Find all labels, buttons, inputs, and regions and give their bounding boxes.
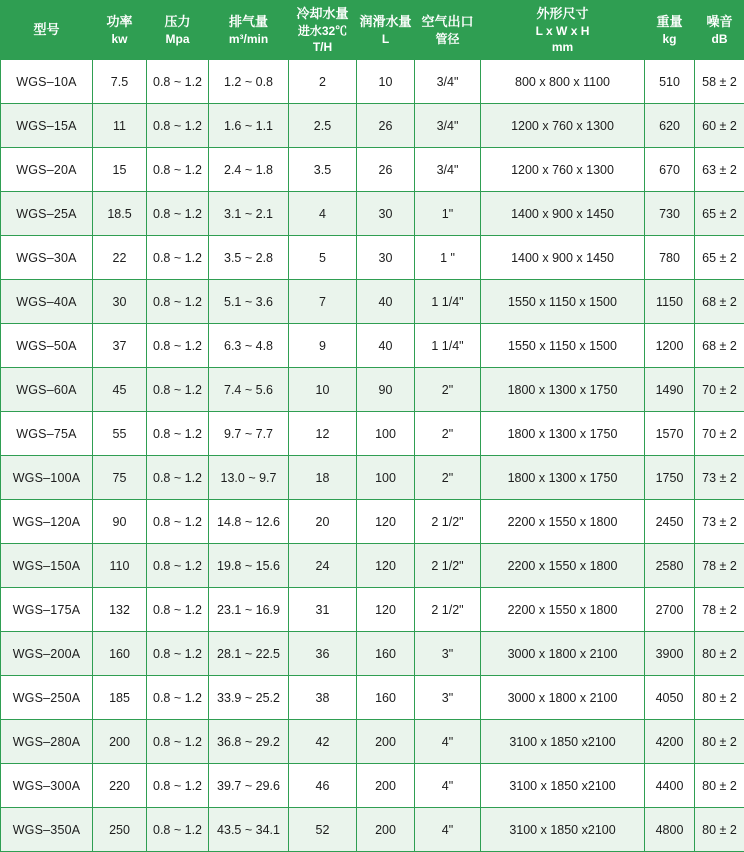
column-header-cooling-water [289, 1, 357, 60]
cell-dimensions: 1200 x 760 x 1300 [481, 148, 645, 192]
cell-dimensions: 2200 x 1550 x 1800 [481, 544, 645, 588]
cell-lubrication-water: 30 [357, 236, 415, 280]
cell-model: WGS–25A [1, 192, 93, 236]
cell-cooling-water: 5 [289, 236, 357, 280]
cell-air-flow: 33.9 ~ 25.2 [209, 676, 289, 720]
cell-power: 45 [93, 368, 147, 412]
cell-noise: 73 ± 2 [695, 456, 744, 500]
cell-weight: 1750 [645, 456, 695, 500]
column-header-noise-label: 噪音 [706, 14, 732, 29]
column-header-air-flow-label: 排气量 [229, 14, 268, 29]
cell-dimensions: 3100 x 1850 x2100 [481, 764, 645, 808]
cell-power: 22 [93, 236, 147, 280]
cell-noise: 80 ± 2 [695, 808, 744, 852]
column-header-pressure [147, 1, 209, 60]
cell-model: WGS–30A [1, 236, 93, 280]
cell-weight: 1200 [645, 324, 695, 368]
table-row [1, 500, 744, 544]
cell-power: 30 [93, 280, 147, 324]
table-row [1, 280, 744, 324]
cell-lubrication-water: 26 [357, 148, 415, 192]
cell-pressure: 0.8 ~ 1.2 [147, 192, 209, 236]
column-header-pressure-label: 压力 [164, 14, 190, 29]
cell-air-outlet: 4" [415, 764, 481, 808]
cell-pressure: 0.8 ~ 1.2 [147, 588, 209, 632]
cell-pressure: 0.8 ~ 1.2 [147, 324, 209, 368]
cell-pressure: 0.8 ~ 1.2 [147, 456, 209, 500]
cell-noise: 60 ± 2 [695, 104, 744, 148]
cell-pressure: 0.8 ~ 1.2 [147, 544, 209, 588]
cell-cooling-water: 9 [289, 324, 357, 368]
cell-air-flow: 1.2 ~ 0.8 [209, 60, 289, 104]
table-row [1, 764, 744, 808]
cell-lubrication-water: 10 [357, 60, 415, 104]
cell-air-outlet: 3" [415, 676, 481, 720]
cell-model: WGS–10A [1, 60, 93, 104]
cell-lubrication-water: 160 [357, 676, 415, 720]
cell-pressure: 0.8 ~ 1.2 [147, 60, 209, 104]
cell-air-outlet: 2 1/2" [415, 500, 481, 544]
cell-air-flow: 1.6 ~ 1.1 [209, 104, 289, 148]
cell-cooling-water: 46 [289, 764, 357, 808]
column-header-dimensions [481, 1, 645, 60]
column-header-air-outlet-sub: 管径 [417, 31, 478, 47]
cell-noise: 65 ± 2 [695, 192, 744, 236]
column-header-dimensions-sub1: L x W x H [483, 23, 642, 39]
cell-air-outlet: 1" [415, 192, 481, 236]
cell-lubrication-water: 26 [357, 104, 415, 148]
cell-dimensions: 3000 x 1800 x 2100 [481, 676, 645, 720]
cell-air-flow: 6.3 ~ 4.8 [209, 324, 289, 368]
cell-pressure: 0.8 ~ 1.2 [147, 500, 209, 544]
cell-model: WGS–280A [1, 720, 93, 764]
column-header-air-flow [209, 1, 289, 60]
cell-power: 15 [93, 148, 147, 192]
cell-weight: 4800 [645, 808, 695, 852]
cell-air-flow: 7.4 ~ 5.6 [209, 368, 289, 412]
cell-power: 110 [93, 544, 147, 588]
cell-dimensions: 2200 x 1550 x 1800 [481, 500, 645, 544]
cell-lubrication-water: 90 [357, 368, 415, 412]
cell-dimensions: 1400 x 900 x 1450 [481, 236, 645, 280]
column-header-power-label: 功率 [106, 14, 132, 29]
table-row [1, 236, 744, 280]
cell-dimensions: 1550 x 1150 x 1500 [481, 280, 645, 324]
cell-model: WGS–120A [1, 500, 93, 544]
cell-pressure: 0.8 ~ 1.2 [147, 104, 209, 148]
cell-air-flow: 2.4 ~ 1.8 [209, 148, 289, 192]
column-header-dimensions-label: 外形尺寸 [536, 6, 588, 21]
cell-model: WGS–300A [1, 764, 93, 808]
cell-cooling-water: 7 [289, 280, 357, 324]
cell-pressure: 0.8 ~ 1.2 [147, 368, 209, 412]
cell-air-outlet: 2" [415, 412, 481, 456]
cell-air-outlet: 4" [415, 808, 481, 852]
cell-lubrication-water: 200 [357, 764, 415, 808]
cell-lubrication-water: 160 [357, 632, 415, 676]
cell-noise: 68 ± 2 [695, 324, 744, 368]
cell-air-flow: 19.8 ~ 15.6 [209, 544, 289, 588]
cell-pressure: 0.8 ~ 1.2 [147, 148, 209, 192]
cell-power: 200 [93, 720, 147, 764]
cell-pressure: 0.8 ~ 1.2 [147, 236, 209, 280]
cell-noise: 70 ± 2 [695, 368, 744, 412]
cell-cooling-water: 24 [289, 544, 357, 588]
column-header-weight-unit: kg [647, 31, 692, 47]
cell-power: 75 [93, 456, 147, 500]
cell-lubrication-water: 30 [357, 192, 415, 236]
cell-noise: 80 ± 2 [695, 676, 744, 720]
cell-noise: 78 ± 2 [695, 588, 744, 632]
table-row [1, 632, 744, 676]
cell-power: 185 [93, 676, 147, 720]
cell-model: WGS–100A [1, 456, 93, 500]
cell-weight: 2450 [645, 500, 695, 544]
cell-weight: 2580 [645, 544, 695, 588]
cell-power: 7.5 [93, 60, 147, 104]
cell-cooling-water: 36 [289, 632, 357, 676]
cell-air-flow: 43.5 ~ 34.1 [209, 808, 289, 852]
cell-power: 90 [93, 500, 147, 544]
column-header-noise-unit: dB [697, 31, 742, 47]
cell-lubrication-water: 200 [357, 720, 415, 764]
cell-cooling-water: 42 [289, 720, 357, 764]
cell-model: WGS–350A [1, 808, 93, 852]
cell-cooling-water: 18 [289, 456, 357, 500]
cell-cooling-water: 4 [289, 192, 357, 236]
cell-lubrication-water: 100 [357, 456, 415, 500]
cell-lubrication-water: 120 [357, 544, 415, 588]
cell-pressure: 0.8 ~ 1.2 [147, 676, 209, 720]
table-row [1, 720, 744, 764]
cell-noise: 65 ± 2 [695, 236, 744, 280]
cell-lubrication-water: 120 [357, 588, 415, 632]
cell-pressure: 0.8 ~ 1.2 [147, 808, 209, 852]
cell-power: 220 [93, 764, 147, 808]
table-row [1, 544, 744, 588]
table-row [1, 808, 744, 852]
cell-lubrication-water: 40 [357, 324, 415, 368]
cell-weight: 1490 [645, 368, 695, 412]
cell-weight: 1150 [645, 280, 695, 324]
column-header-air-outlet-label: 空气出口 [421, 14, 473, 29]
cell-air-outlet: 1 " [415, 236, 481, 280]
cell-weight: 4400 [645, 764, 695, 808]
cell-model: WGS–60A [1, 368, 93, 412]
cell-air-flow: 5.1 ~ 3.6 [209, 280, 289, 324]
column-header-weight-label: 重量 [656, 14, 682, 29]
table-row [1, 60, 744, 104]
cell-noise: 70 ± 2 [695, 412, 744, 456]
cell-pressure: 0.8 ~ 1.2 [147, 280, 209, 324]
cell-noise: 58 ± 2 [695, 60, 744, 104]
cell-pressure: 0.8 ~ 1.2 [147, 412, 209, 456]
cell-air-outlet: 2 1/2" [415, 544, 481, 588]
cell-model: WGS–250A [1, 676, 93, 720]
cell-power: 160 [93, 632, 147, 676]
cell-pressure: 0.8 ~ 1.2 [147, 632, 209, 676]
cell-air-outlet: 2" [415, 456, 481, 500]
column-header-air-flow-unit: m³/min [211, 31, 286, 47]
cell-noise: 68 ± 2 [695, 280, 744, 324]
cell-dimensions: 3100 x 1850 x2100 [481, 808, 645, 852]
cell-dimensions: 2200 x 1550 x 1800 [481, 588, 645, 632]
cell-dimensions: 1200 x 760 x 1300 [481, 104, 645, 148]
table-row [1, 368, 744, 412]
cell-air-flow: 28.1 ~ 22.5 [209, 632, 289, 676]
cell-power: 55 [93, 412, 147, 456]
cell-noise: 80 ± 2 [695, 764, 744, 808]
cell-weight: 510 [645, 60, 695, 104]
table-row [1, 192, 744, 236]
cell-air-flow: 9.7 ~ 7.7 [209, 412, 289, 456]
cell-air-outlet: 3/4" [415, 60, 481, 104]
cell-model: WGS–175A [1, 588, 93, 632]
column-header-weight [645, 1, 695, 60]
cell-dimensions: 3000 x 1800 x 2100 [481, 632, 645, 676]
cell-air-outlet: 3/4" [415, 104, 481, 148]
header-row [1, 1, 744, 60]
cell-lubrication-water: 40 [357, 280, 415, 324]
cell-cooling-water: 3.5 [289, 148, 357, 192]
table-row [1, 104, 744, 148]
cell-noise: 73 ± 2 [695, 500, 744, 544]
column-header-dimensions-sub2: mm [483, 39, 642, 55]
column-header-cooling-water-sub2: T/H [291, 39, 354, 55]
cell-cooling-water: 52 [289, 808, 357, 852]
column-header-power [93, 1, 147, 60]
cell-model: WGS–150A [1, 544, 93, 588]
table-row [1, 412, 744, 456]
cell-air-outlet: 2" [415, 368, 481, 412]
column-header-cooling-water-label: 冷却水量 [296, 6, 348, 21]
cell-dimensions: 800 x 800 x 1100 [481, 60, 645, 104]
cell-dimensions: 1400 x 900 x 1450 [481, 192, 645, 236]
cell-model: WGS–200A [1, 632, 93, 676]
cell-dimensions: 1550 x 1150 x 1500 [481, 324, 645, 368]
cell-pressure: 0.8 ~ 1.2 [147, 764, 209, 808]
cell-model: WGS–15A [1, 104, 93, 148]
cell-dimensions: 1800 x 1300 x 1750 [481, 412, 645, 456]
column-header-lubrication-water-label: 润滑水量 [359, 14, 411, 29]
cell-air-flow: 36.8 ~ 29.2 [209, 720, 289, 764]
cell-lubrication-water: 100 [357, 412, 415, 456]
cell-cooling-water: 12 [289, 412, 357, 456]
cell-power: 18.5 [93, 192, 147, 236]
cell-model: WGS–20A [1, 148, 93, 192]
cell-weight: 780 [645, 236, 695, 280]
column-header-model [1, 1, 93, 60]
cell-dimensions: 3100 x 1850 x2100 [481, 720, 645, 764]
column-header-pressure-unit: Mpa [149, 31, 206, 47]
cell-air-outlet: 3" [415, 632, 481, 676]
table-row [1, 588, 744, 632]
cell-air-flow: 14.8 ~ 12.6 [209, 500, 289, 544]
cell-noise: 80 ± 2 [695, 720, 744, 764]
cell-cooling-water: 38 [289, 676, 357, 720]
cell-weight: 3900 [645, 632, 695, 676]
cell-cooling-water: 2.5 [289, 104, 357, 148]
cell-weight: 4050 [645, 676, 695, 720]
column-header-noise [695, 1, 744, 60]
cell-cooling-water: 20 [289, 500, 357, 544]
cell-air-flow: 39.7 ~ 29.6 [209, 764, 289, 808]
table-row [1, 676, 744, 720]
cell-weight: 730 [645, 192, 695, 236]
table-row [1, 456, 744, 500]
cell-air-outlet: 1 1/4" [415, 324, 481, 368]
cell-air-flow: 13.0 ~ 9.7 [209, 456, 289, 500]
cell-lubrication-water: 120 [357, 500, 415, 544]
table-row [1, 324, 744, 368]
cell-air-outlet: 3/4" [415, 148, 481, 192]
cell-weight: 670 [645, 148, 695, 192]
column-header-air-outlet [415, 1, 481, 60]
cell-lubrication-water: 200 [357, 808, 415, 852]
cell-dimensions: 1800 x 1300 x 1750 [481, 456, 645, 500]
cell-model: WGS–50A [1, 324, 93, 368]
cell-model: WGS–40A [1, 280, 93, 324]
table-row [1, 148, 744, 192]
cell-power: 11 [93, 104, 147, 148]
cell-pressure: 0.8 ~ 1.2 [147, 720, 209, 764]
cell-weight: 1570 [645, 412, 695, 456]
column-header-lubrication-water-unit: L [359, 31, 412, 47]
cell-air-outlet: 2 1/2" [415, 588, 481, 632]
cell-cooling-water: 10 [289, 368, 357, 412]
column-header-cooling-water-sub1: 进水32℃ [291, 23, 354, 39]
cell-power: 250 [93, 808, 147, 852]
cell-air-flow: 3.5 ~ 2.8 [209, 236, 289, 280]
cell-cooling-water: 31 [289, 588, 357, 632]
cell-air-flow: 3.1 ~ 2.1 [209, 192, 289, 236]
cell-noise: 80 ± 2 [695, 632, 744, 676]
cell-weight: 2700 [645, 588, 695, 632]
cell-air-outlet: 4" [415, 720, 481, 764]
cell-noise: 63 ± 2 [695, 148, 744, 192]
column-header-model-label: 型号 [33, 22, 59, 37]
cell-power: 132 [93, 588, 147, 632]
cell-model: WGS–75A [1, 412, 93, 456]
cell-weight: 620 [645, 104, 695, 148]
table-body [1, 60, 744, 852]
cell-power: 37 [93, 324, 147, 368]
cell-weight: 4200 [645, 720, 695, 764]
column-header-lubrication-water [357, 1, 415, 60]
cell-noise: 78 ± 2 [695, 544, 744, 588]
table-header [1, 1, 744, 60]
cell-air-outlet: 1 1/4" [415, 280, 481, 324]
column-header-power-unit: kw [95, 31, 144, 47]
cell-cooling-water: 2 [289, 60, 357, 104]
cell-air-flow: 23.1 ~ 16.9 [209, 588, 289, 632]
cell-dimensions: 1800 x 1300 x 1750 [481, 368, 645, 412]
